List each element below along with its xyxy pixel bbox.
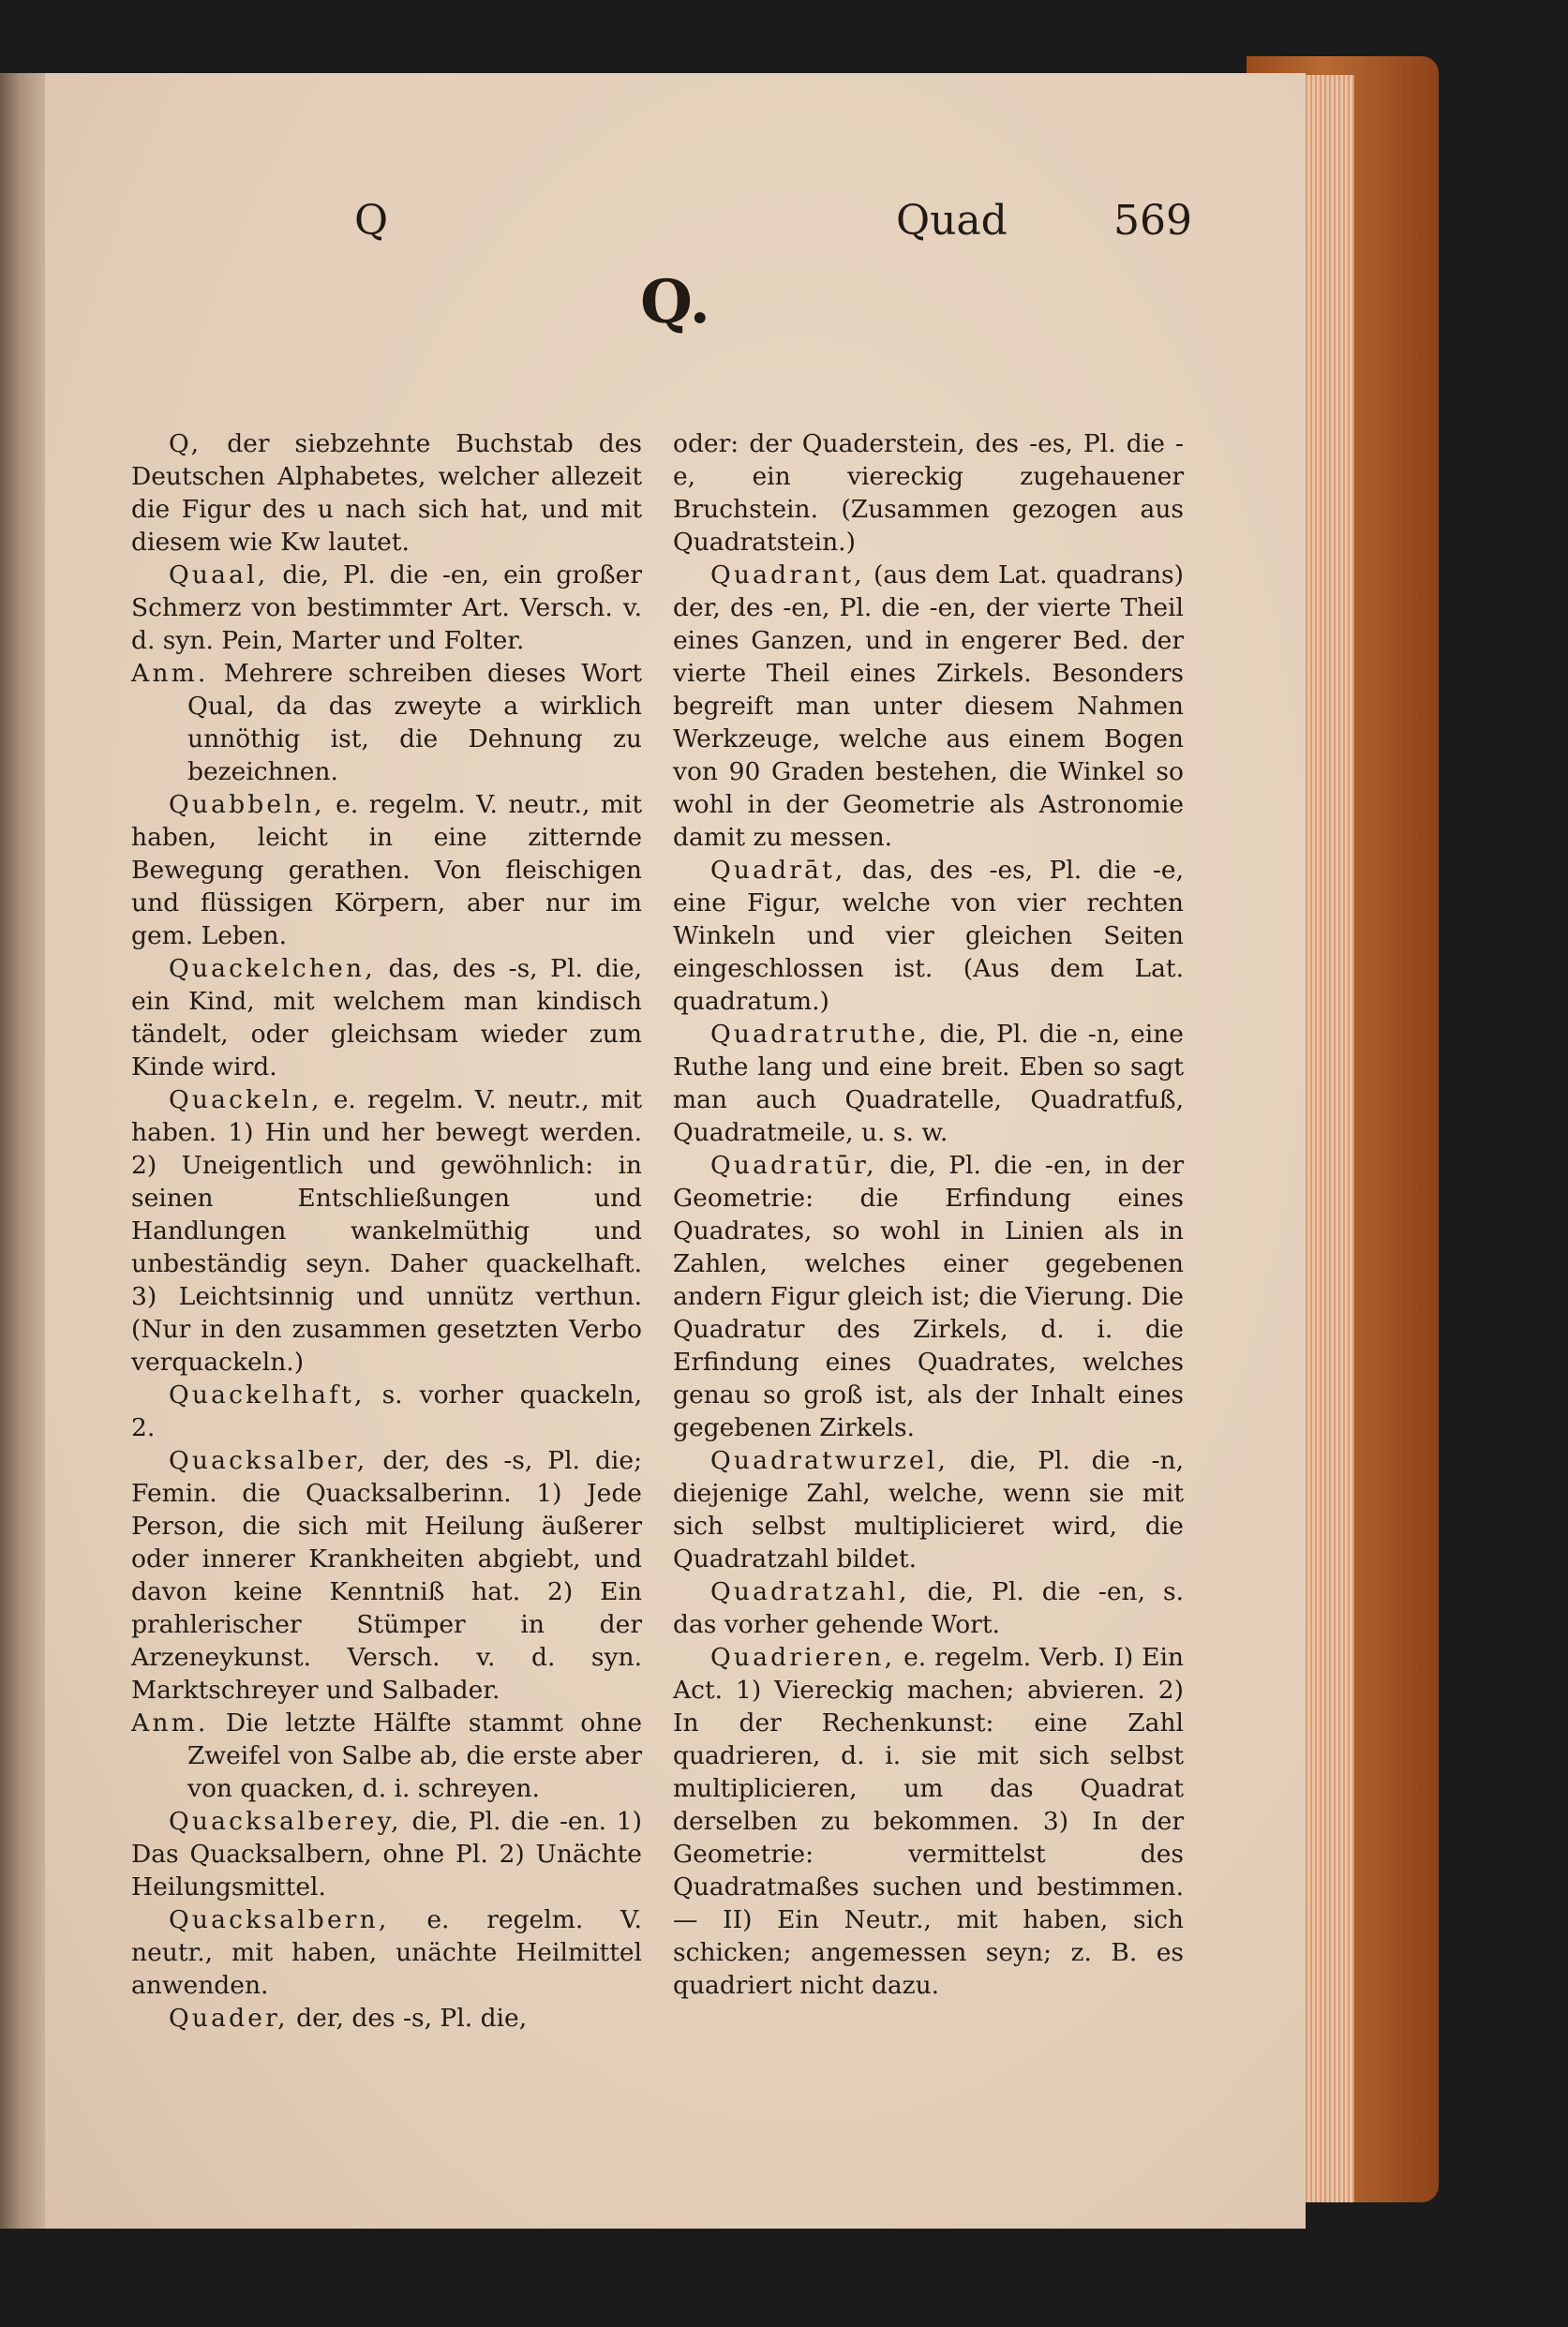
entry-headword: Quackelchen,: [169, 954, 376, 983]
dictionary-entry: [131, 427, 642, 559]
annotation-entry: [131, 657, 642, 788]
entry-text: Mehrere schreiben dieses Wort Qual, da das zweyte a wirklich unnöthig ist, die Dehnung zu bezeichnen.: [187, 659, 642, 786]
entry-headword: Quacksalberey,: [169, 1807, 402, 1836]
entry-text: die, Pl. die -n, diejenige Zahl, welche, wenn sie mit sich selbst multiplicieret wird, die Quadratzahl bildet.: [673, 1446, 1184, 1574]
dictionary-entry: [131, 2002, 642, 2035]
entry-text: der siebzehnte Buchstab des Deutschen Alphabetes, welcher allezeit die Figur des u nach sich hat, und mit diesem wie Kw lautet.: [131, 429, 642, 557]
dictionary-entry: [673, 1018, 1184, 1149]
right-column: [673, 427, 1184, 2002]
entry-headword: Quader,: [169, 2004, 289, 2033]
left-column: [131, 427, 642, 2035]
entry-text: die, Pl. die -en. 1) Das Quacksalbern, ohne Pl. 2) Unächte Heilungsmittel.: [131, 1807, 642, 1902]
dictionary-entry: [131, 788, 642, 952]
dictionary-entry: [673, 1641, 1184, 2002]
dictionary-entry: [131, 1903, 642, 2002]
header-catchword: Quad: [896, 197, 1008, 245]
entry-text: der, des -s, Pl. die,: [288, 2004, 528, 2033]
entry-text: die, Pl. die -n, eine Ruthe lang und eine breit. Eben so sagt man auch Quadratelle, Quadratfuß, Quadratmeile, u. s. w.: [673, 1020, 1184, 1147]
dictionary-entry: [673, 1149, 1184, 1444]
entry-text: (aus dem Lat. quadrans) der, des -en, Pl. die -en, der vierte Theil eines Ganzen, und in engerer Bed. der vierte Theil eines Zirkels. Besonders begreift man unter diesem Nahmen Werkzeuge, welche aus einem Bogen von 90 Graden bestehen, die Winkel so wohl in der Geometrie als Astronomie damit zu messen.: [673, 560, 1184, 852]
entry-text: der, des -s, Pl. die; Femin. die Quacksalberinn. 1) Jede Person, die sich mit Heilung äußerer oder innerer Krankheiten abgiebt, und davon keine Kenntniß hat. 2) Ein prahlerischer Stümper in der Arzeneykunst. Versch. v. d. syn. Marktschreyer und Salbader.: [131, 1446, 642, 1705]
entry-text: e. regelm. V. neutr., mit haben. 1) Hin und her bewegt werden. 2) Uneigentlich und gewöhnlich: in seinen Entschließungen und Handlungen wankelmüthig und unbeständig seyn. Daher quackelhaft. 3) Leichtsinnig und unnütz verthun. (Nur in den zusammen gesetzten Verbo verquackeln.): [131, 1085, 642, 1377]
entry-text: die, Pl. die -en, s. das vorher gehende Wort.: [673, 1577, 1184, 1639]
entry-headword: Quadrāt,: [710, 856, 846, 885]
book-page: [45, 73, 1306, 2229]
entry-headword: Anm.: [131, 659, 209, 688]
entry-text: e. regelm. Verb. I) Ein Act. 1) Viereckig machen; abvieren. 2) In der Rechenkunst: eine Zahl quadrieren, d. i. sie mit sich selbst multiplicieren, um das Quadrat derselben zu bekommen. 3) In der Geometrie: vermittelst des Quadratmaßes suchen und bestimmen. — II) Ein Neutr., mit haben, sich schicken; angemessen seyn; z. B. es quadriert nicht dazu.: [673, 1643, 1184, 2000]
entry-headword: Quadratūr,: [710, 1151, 877, 1180]
entry-headword: Quackelhaft,: [169, 1380, 366, 1410]
left-page-edge: [0, 73, 45, 2229]
dictionary-entry: [673, 427, 1184, 559]
entry-headword: Quadratzahl,: [710, 1577, 910, 1606]
entry-headword: Quabbeln,: [169, 790, 325, 819]
entry-headword: Quadratwurzel,: [710, 1446, 949, 1475]
entry-text: das, des -es, Pl. die -e, eine Figur, welche von vier rechten Winkeln und vier gleichen Seiten eingeschlossen ist. (Aus dem Lat. quadratum.): [673, 856, 1184, 1016]
dictionary-entry: [131, 1805, 642, 1903]
dictionary-entry: [131, 1379, 642, 1444]
page-number: 569: [1113, 197, 1192, 245]
entry-text: die, Pl. die -en, ein großer Schmerz von bestimmter Art. Versch. v. d. syn. Pein, Marter und Folter.: [131, 560, 642, 655]
entry-headword: Quadratruthe,: [710, 1020, 930, 1049]
dictionary-entry: [131, 1444, 642, 1707]
entry-text: das, des -s, Pl. die, ein Kind, mit welchem man kindisch tändelt, oder gleichsam wieder zum Kinde wird.: [131, 954, 642, 1081]
header-letter: Q: [354, 197, 389, 245]
entry-headword: Quaal,: [169, 560, 269, 589]
dictionary-entry: [673, 559, 1184, 854]
entry-text: oder: der Quaderstein, des -es, Pl. die -e, ein viereckig zugehauener Bruchstein. (Zusammen gezogen aus Quadratstein.): [673, 429, 1184, 557]
entry-headword: Quacksalbern,: [169, 1905, 390, 1934]
entry-text: e. regelm. V. neutr., mit haben, leicht in eine zitternde Bewegung gerathen. Von fleischigen und flüssigen Körpern, aber nur im gem. Leben.: [131, 790, 642, 950]
dictionary-entry: [131, 559, 642, 657]
dictionary-entry: [131, 952, 642, 1083]
entry-headword: Quadrieren,: [710, 1643, 896, 1672]
dictionary-entry: [673, 1575, 1184, 1641]
running-head: [45, 193, 1306, 249]
entry-headword: Anm.: [131, 1708, 209, 1738]
section-letter: Q.: [640, 267, 710, 337]
annotation-entry: [131, 1707, 642, 1805]
dictionary-entry: [673, 1444, 1184, 1575]
entry-headword: Quadrant,: [710, 560, 865, 589]
entry-text: Die letzte Hälfte stammt ohne Zweifel von Salbe ab, die erste aber von quacken, d. i. schreyen.: [187, 1708, 642, 1803]
entry-text: s. vorher quackeln, 2.: [131, 1380, 642, 1442]
dictionary-entry: [131, 1083, 642, 1379]
dictionary-entry: [673, 854, 1184, 1018]
entry-text: e. regelm. V. neutr., mit haben, unächte Heilmittel anwenden.: [131, 1905, 642, 2000]
entry-headword: Q,: [169, 429, 202, 458]
entry-headword: Quackeln,: [169, 1085, 322, 1114]
entry-headword: Quacksalber,: [169, 1446, 368, 1475]
entry-text: die, Pl. die -en, in der Geometrie: die Erfindung eines Quadrates, so wohl in Linien als in Zahlen, welches einer gegebenen andern Figur gleich ist; die Vierung. Die Quadratur des Zirkels, d. i. die Erfindung eines Quadrates, welches genau so groß ist, als der Inhalt eines gegebenen Zirkels.: [673, 1151, 1184, 1442]
